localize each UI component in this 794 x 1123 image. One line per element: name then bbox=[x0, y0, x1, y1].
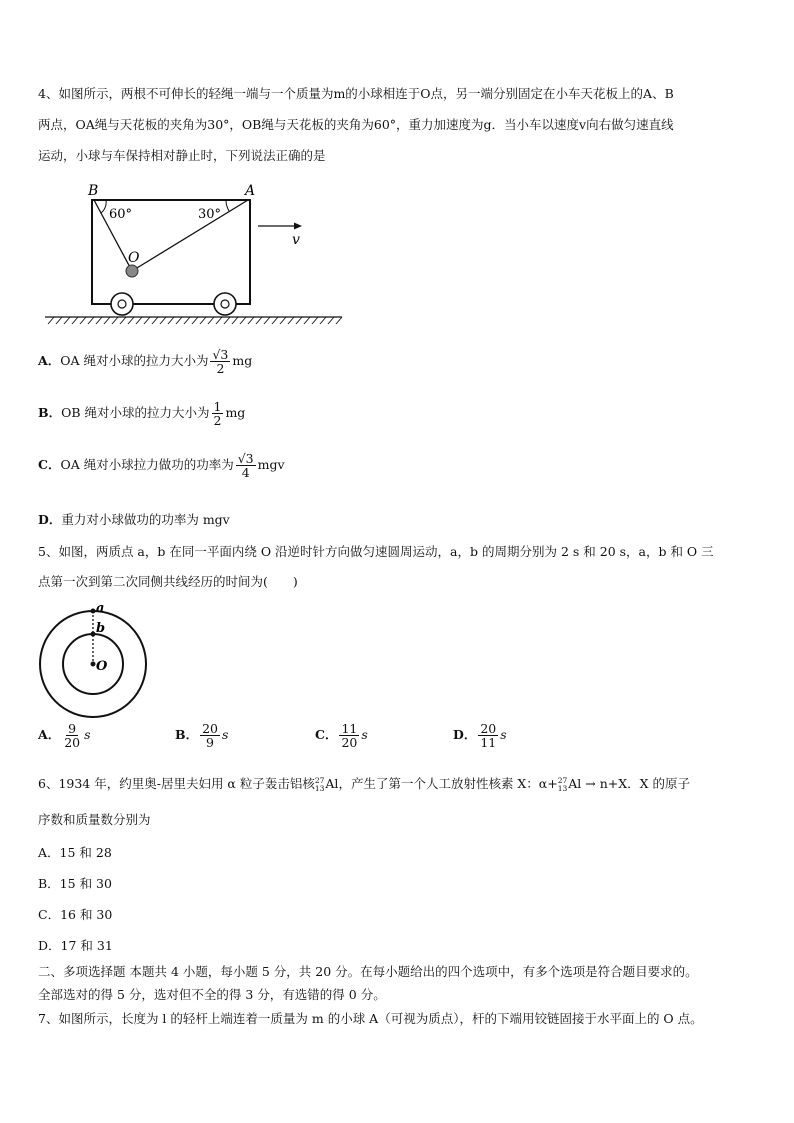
q4-line-3: 运动，小球与车保持相对静止时，下列说法正确的是 bbox=[38, 148, 326, 163]
label-o: O bbox=[96, 659, 108, 674]
q5-option-c[interactable]: C． $\frac{11}{20}$ s bbox=[315, 721, 368, 751]
point-o bbox=[91, 662, 96, 667]
section2-line-1: 二、多项选择题 本题共 4 小题，每小题 5 分，共 20 分。在每小题给出的四个选项中，有多个选项是符合题目要求的。 bbox=[38, 964, 698, 979]
nuclide-al: 27 13 bbox=[314, 775, 325, 793]
label-a: a bbox=[96, 601, 105, 616]
q6-option-a[interactable]: A．15 和 28 bbox=[38, 845, 112, 860]
fraction: $\frac{1}{2}$ bbox=[213, 399, 222, 429]
label-v: v bbox=[292, 232, 300, 248]
label-b: B bbox=[88, 183, 99, 199]
label-o: O bbox=[128, 250, 140, 266]
q5-option-a[interactable]: A． $\frac{9}{20}$ s bbox=[38, 721, 91, 751]
q4-cart-figure bbox=[40, 178, 350, 328]
nuclide-al-2: 27 13 bbox=[557, 775, 568, 793]
q4-option-d[interactable]: D．重力对小球做功的功率为 mgv bbox=[38, 512, 230, 527]
q4-line-2: 两点，OA绳与天花板的夹角为30°，OB绳与天花板的夹角为60°，重力加速度为g．当小车以速度v向右做匀速直线 bbox=[38, 117, 674, 132]
ball bbox=[126, 265, 138, 277]
fraction: $\frac{√3}{4}$ bbox=[237, 451, 254, 481]
label-b: b bbox=[96, 621, 106, 636]
q4-line-1: 4、如图所示，两根不可伸长的轻绳一端与一个质量为m的小球相连于O点，另一端分别固定在小车天花板上的A、B bbox=[38, 86, 674, 101]
q6-option-b[interactable]: B．15 和 30 bbox=[38, 876, 112, 891]
label-a: A bbox=[245, 183, 256, 199]
q5-option-b[interactable]: B． $\frac{20}{9}$ s bbox=[175, 721, 229, 751]
angle-arc-a bbox=[226, 200, 229, 211]
point-a bbox=[91, 609, 96, 614]
q7-line-1: 7、如图所示，长度为 l 的轻杆上端连着一质量为 m 的小球 A（可视为质点），杆的下端用铰链固接于水平面上的 O 点。 bbox=[38, 1011, 703, 1026]
q4-option-b[interactable]: B．OB 绳对小球的拉力大小为 $\frac{1}{2}$ mg bbox=[38, 399, 246, 429]
angle-arc-b bbox=[101, 200, 106, 213]
q5-line-2: 点第一次到第二次同侧共线经历的时间为( ) bbox=[38, 574, 298, 589]
q6-option-d[interactable]: D．17 和 31 bbox=[38, 938, 113, 953]
q4-option-a[interactable]: A．OA 绳对小球的拉力大小为 $\frac{√3}{2}$ mg bbox=[38, 347, 253, 377]
q6-option-c[interactable]: C．16 和 30 bbox=[38, 907, 113, 922]
fraction: $\frac{√3}{2}$ bbox=[212, 347, 229, 377]
q5-circles-figure bbox=[38, 600, 148, 730]
angle-label-30: 30° bbox=[198, 207, 222, 222]
angle-label-60: 60° bbox=[109, 207, 133, 222]
rope-oa bbox=[132, 200, 248, 271]
section2-line-2: 全部选对的得 5 分，选对但不全的得 3 分，有选错的得 0 分。 bbox=[38, 987, 386, 1002]
q5-option-d[interactable]: D． $\frac{20}{11}$ s bbox=[453, 721, 507, 751]
q6-line-2: 序数和质量数分别为 bbox=[38, 812, 151, 827]
q6-line-1: 6、1934 年，约里奥-居里夫妇用 α 粒子轰击铝核 27 13 Al，产生了第一个人工放射性核素 X：α+ 27 13 Al → n+X．X 的原子 bbox=[38, 775, 691, 793]
wheel-left bbox=[111, 293, 133, 315]
point-b bbox=[91, 632, 96, 637]
q4-option-c[interactable]: C．OA 绳对小球拉力做功的功率为 $\frac{√3}{4}$ mgv bbox=[38, 451, 285, 481]
ground-hatch bbox=[48, 317, 342, 324]
wheel-right bbox=[214, 293, 236, 315]
q5-line-1: 5、如图，两质点 a，b 在同一平面内绕 O 沿逆时针方向做匀速圆周运动，a，b 的周期分别为 2 s 和 20 s，a，b 和 O 三 bbox=[38, 544, 714, 559]
